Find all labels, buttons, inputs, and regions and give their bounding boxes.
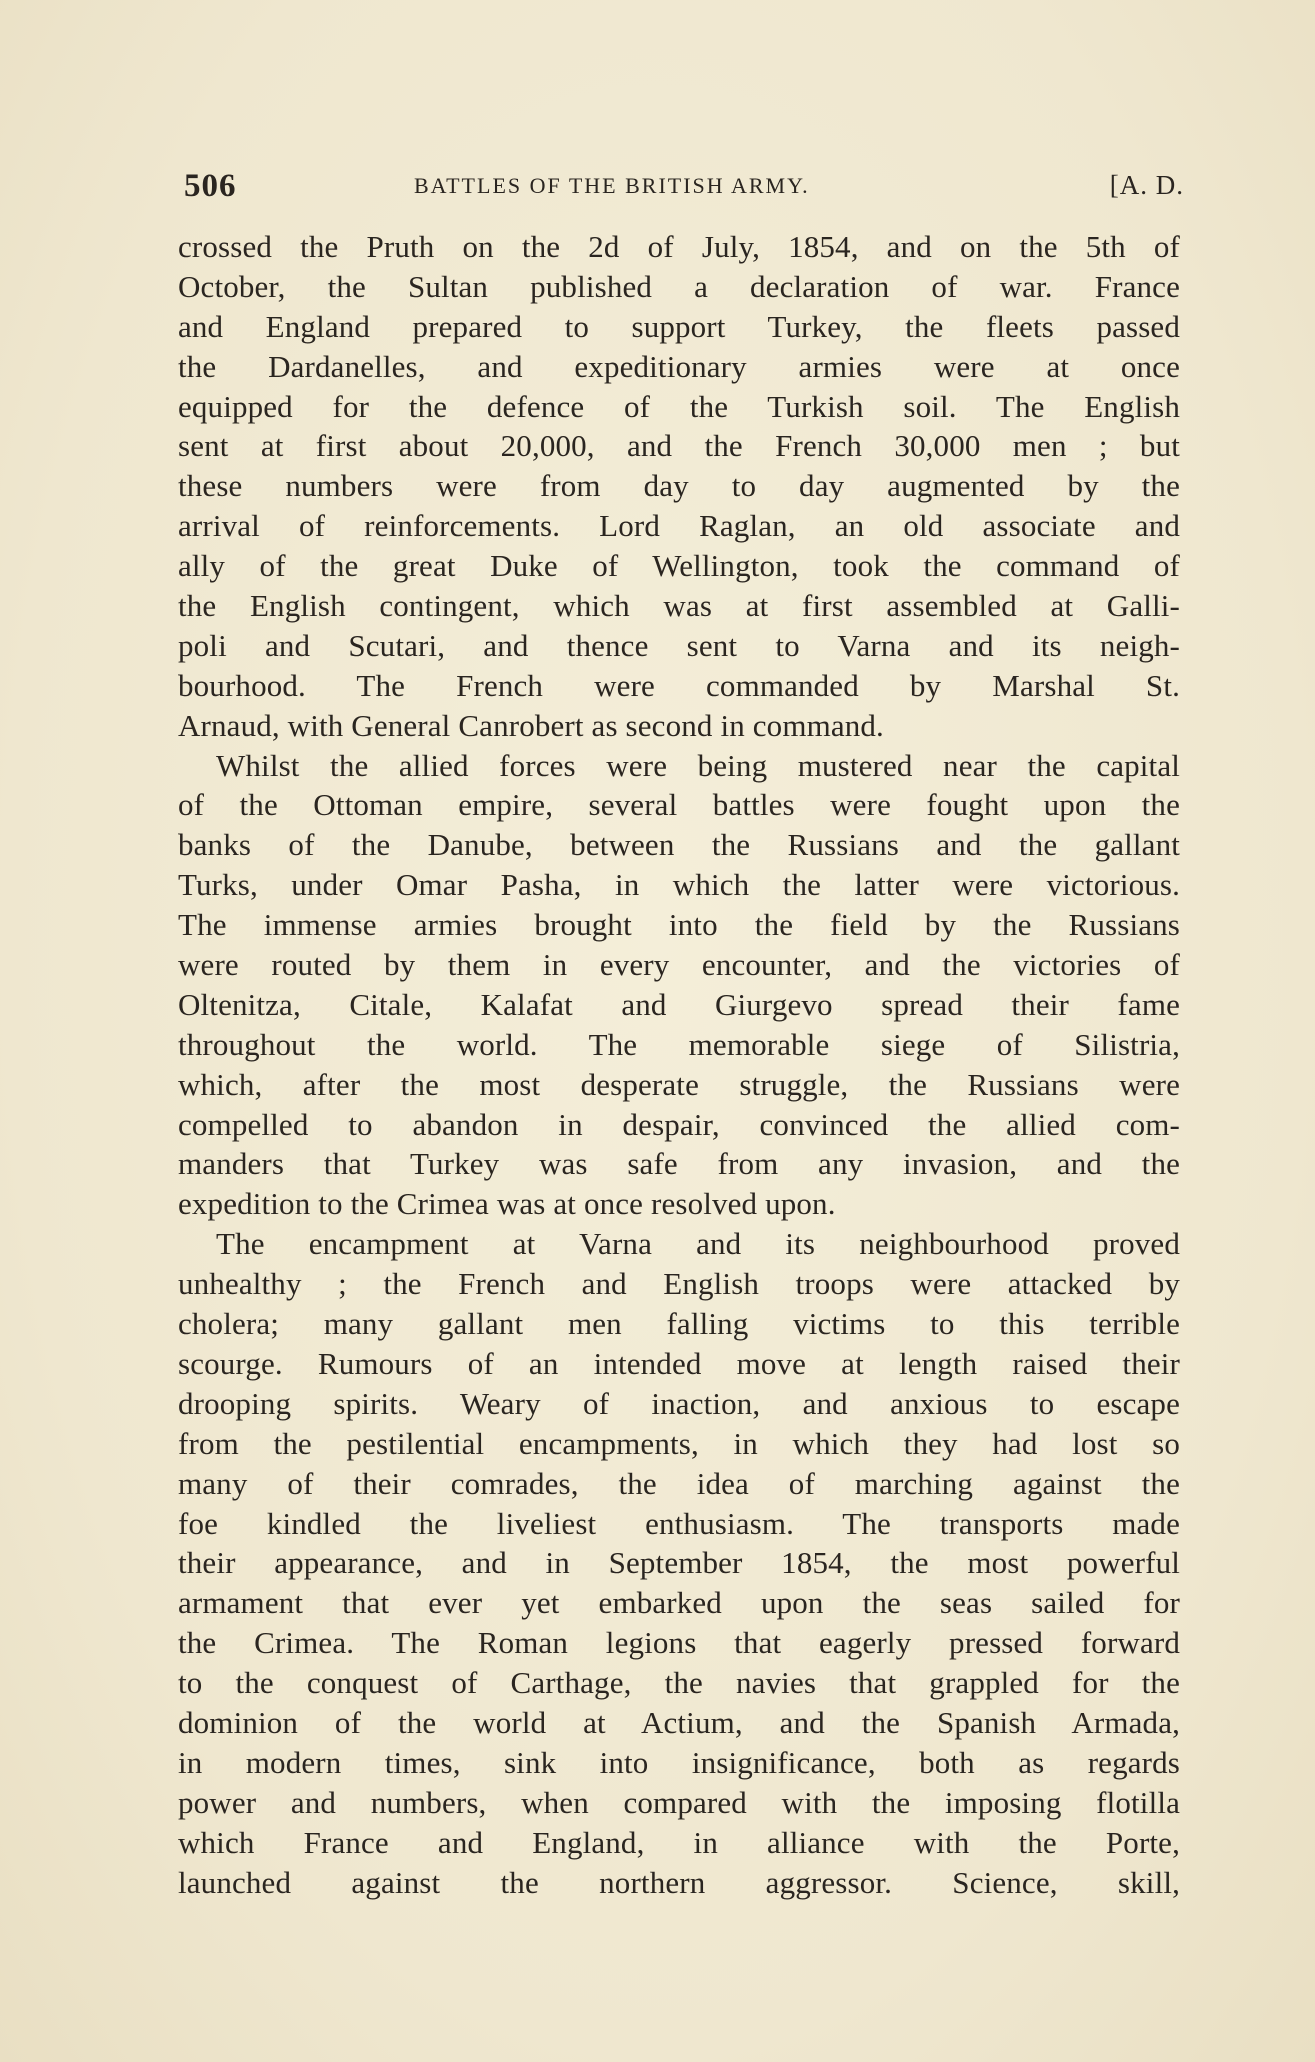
text-line: equipped for the defence of the Turkish soil. The English <box>178 388 1180 424</box>
text-line: armament that ever yet embarked upon the seas sailed for <box>178 1585 1180 1621</box>
text-line: drooping spirits. Weary of inaction, and anxious to escape <box>178 1385 1180 1421</box>
text-line: foe kindled the liveliest enthusiasm. The transports made <box>178 1505 1180 1541</box>
text-line: unhealthy ; the French and English troops were attacked by <box>178 1266 1180 1302</box>
text-line: manders that Turkey was safe from any invasion, and the <box>178 1146 1180 1182</box>
text-line: the English contingent, which was at first assembled at Galli- <box>178 588 1180 624</box>
page-header <box>184 168 1184 212</box>
text-line: arrival of reinforcements. Lord Raglan, an old associate and <box>178 508 1180 544</box>
text-line: sent at first about 20,000, and the French 30,000 men ; but <box>178 428 1180 464</box>
text-line: Arnaud, with General Canrobert as second in command. <box>178 707 884 743</box>
text-line: many of their comrades, the idea of marching against the <box>178 1465 1180 1501</box>
text-line: dominion of the world at Actium, and the Spanish Armada, <box>178 1704 1180 1740</box>
text-line: were routed by them in every encounter, and the victories of <box>178 947 1180 983</box>
text-line: banks of the Danube, between the Russians and the gallant <box>178 827 1180 863</box>
body-text <box>178 227 1180 1902</box>
text-line: their appearance, and in September 1854, the most powerful <box>178 1545 1180 1581</box>
text-line: ally of the great Duke of Wellington, took the command of <box>178 548 1180 584</box>
text-line: the Dardanelles, and expeditionary armies were at once <box>178 348 1180 384</box>
text-line: Turks, under Omar Pasha, in which the latter were victorious. <box>178 867 1180 903</box>
text-line: cholera; many gallant men falling victims to this terrible <box>178 1306 1180 1342</box>
text-line: power and numbers, when compared with the imposing flotilla <box>178 1784 1180 1820</box>
text-line: compelled to abandon in despair, convinced the allied com- <box>178 1106 1180 1142</box>
text-line: these numbers were from day to day augmented by the <box>178 468 1180 504</box>
text-line: to the conquest of Carthage, the navies that grappled for the <box>178 1665 1180 1701</box>
text-line: crossed the Pruth on the 2d of July, 1854, and on the 5th of <box>178 229 1180 264</box>
text-line: Whilst the allied forces were being mustered near the capital <box>216 747 1180 783</box>
text-line: expedition to the Crimea was at once resolved upon. <box>178 1186 836 1222</box>
text-line: throughout the world. The memorable siege of Silistria, <box>178 1026 1180 1062</box>
text-line: poli and Scutari, and thence sent to Varna and its neigh- <box>178 627 1180 663</box>
header-date-label: [A. D. <box>1109 170 1184 200</box>
text-line: bourhood. The French were commanded by Marshal St. <box>178 667 1180 703</box>
text-line: Oltenitza, Citale, Kalafat and Giurgevo spread their fame <box>178 986 1180 1022</box>
page-number: 506 <box>184 168 237 204</box>
text-line: which, after the most desperate struggle, the Russians were <box>178 1066 1180 1102</box>
text-line: October, the Sultan published a declaration of war. France <box>178 268 1180 304</box>
text-line: The encampment at Varna and its neighbourhood proved <box>216 1226 1180 1262</box>
text-line: which France and England, in alliance with the Porte, <box>178 1824 1180 1860</box>
text-line: of the Ottoman empire, several battles were fought upon the <box>178 787 1180 823</box>
text-line: the Crimea. The Roman legions that eagerly pressed forward <box>178 1625 1180 1661</box>
text-line: from the pestilential encampments, in which they had lost so <box>178 1425 1180 1461</box>
text-line: The immense armies brought into the field by the Russians <box>178 907 1180 943</box>
text-line: in modern times, sink into insignificance, both as regards <box>178 1744 1180 1780</box>
text-line: launched against the northern aggressor. Science, skill, <box>178 1864 1180 1900</box>
text-line: and England prepared to support Turkey, the fleets passed <box>178 308 1180 344</box>
running-title: BATTLES OF THE BRITISH ARMY. <box>414 173 810 198</box>
text-line: scourge. Rumours of an intended move at length raised their <box>178 1345 1180 1381</box>
